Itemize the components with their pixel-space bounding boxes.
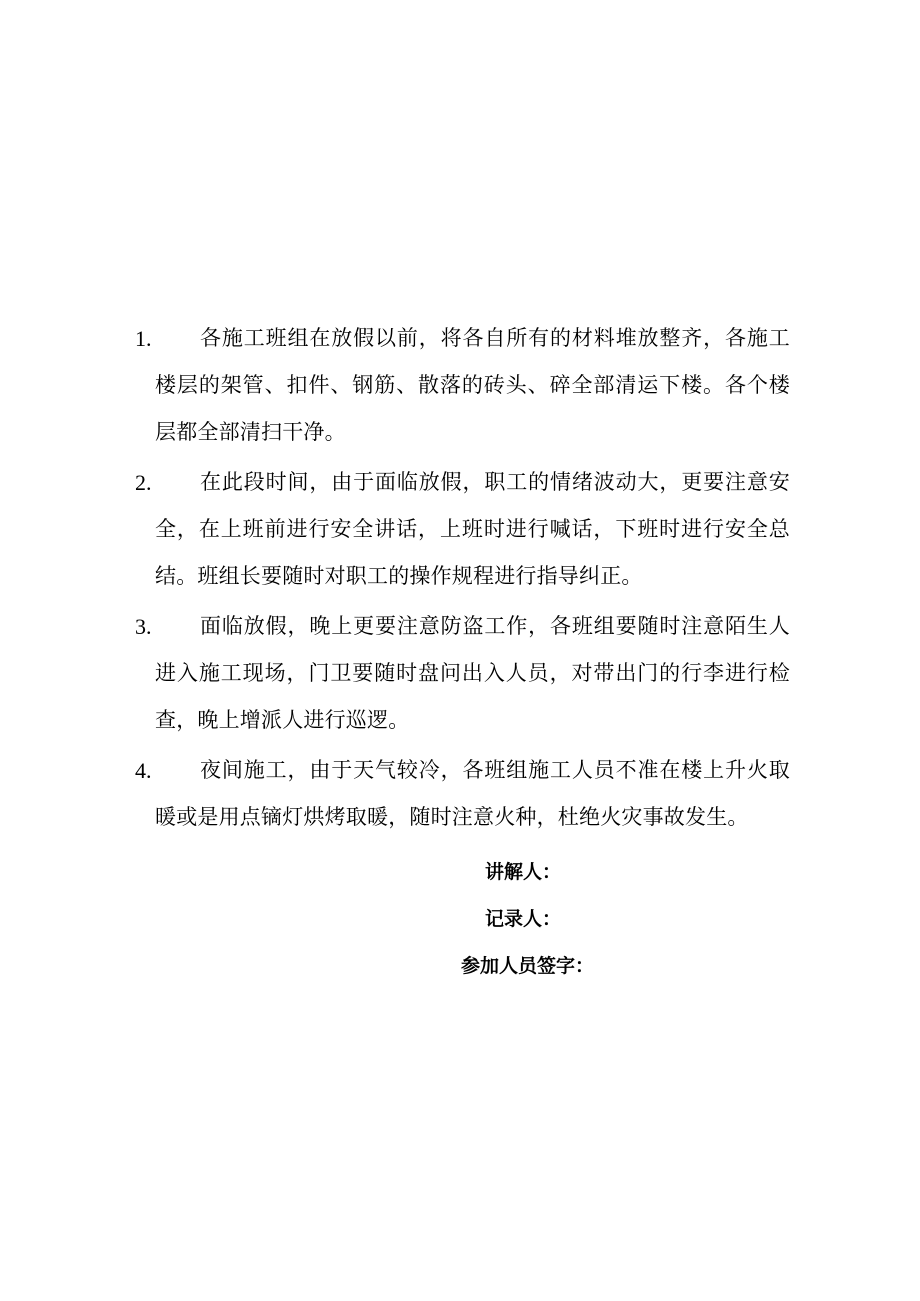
list-item bbox=[135, 603, 790, 744]
list-item-number: 3. bbox=[135, 614, 152, 639]
list-item-text: 面临放假，晚上更要注意防盗工作，各班组要随时注意陌生人进入施工现场，门卫要随时盘问出入人员，对带出门的行李进行检查，晚上增派人进行巡逻。 bbox=[155, 614, 790, 732]
list-item bbox=[135, 459, 790, 600]
list-item-number: 2. bbox=[135, 470, 152, 495]
participants-signature-label: 参加人员签字： bbox=[461, 955, 595, 977]
list-item bbox=[135, 315, 790, 456]
list-item-text: 各施工班组在放假以前，将各自所有的材料堆放整齐，各施工楼层的架管、扣件、钢筋、散落的砖头、碎全部清运下楼。各个楼层都全部清扫干净。 bbox=[155, 326, 790, 444]
recorder-label: 记录人： bbox=[485, 908, 562, 930]
list-item-text: 在此段时间，由于面临放假，职工的情绪波动大，更要注意安全，在上班前进行安全讲话，上班时进行喊话，下班时进行安全总结。班组长要随时对职工的操作规程进行指导纠正。 bbox=[155, 470, 790, 588]
lecturer-label: 讲解人： bbox=[485, 861, 562, 883]
list-item-number: 4. bbox=[135, 758, 152, 783]
list-item-text: 夜间施工，由于天气较冷，各班组施工人员不准在楼上升火取暖或是用点镝灯烘烤取暖，随时注意火种，杜绝火灾事故发生。 bbox=[155, 758, 790, 829]
list-item bbox=[135, 747, 790, 841]
list-item-number: 1. bbox=[135, 326, 152, 351]
